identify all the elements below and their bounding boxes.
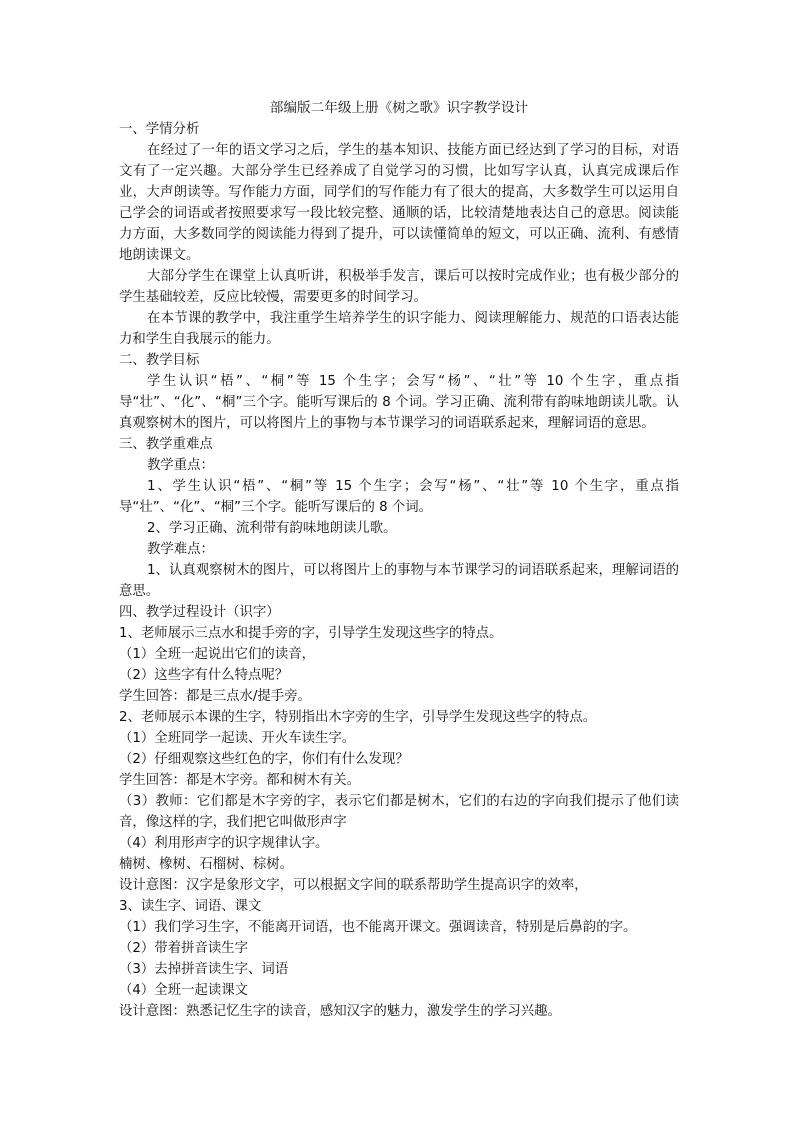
process-line: 学生回答：都是木字旁。都和树木有关。 bbox=[119, 773, 361, 788]
process-line: （3）去掉拼音读生字、词语 bbox=[119, 962, 289, 977]
process-line: 设计意图：汉字是象形文字，可以根据文字间的联系帮助学生提高识字的效率， bbox=[119, 878, 588, 893]
paragraph: 在经过了一年的语文学习之后，学生的基本知识、技能方面已经达到了学习的目标，对语文有了一定兴趣。大部分学生已经养成了自觉学习的习惯，比如写字认真，认真完成课后作业，大声朗读等。写作能力方面，同学们的写作能力有了很大的提高，大多数学生可以运用自己学会的词语或者按照要求写一段比较完整、通顺的话，比较清楚地表达自己的意思。阅读能力方面，大多数同学的阅读能力得到了提升，可以读懂简单的短文，可以正确、流利、有感情地朗读课文。 bbox=[119, 143, 679, 263]
process-line: （1）我们学习生字，不能离开词语，也不能离开课文。强调读音，特别是后鼻韵的字。 bbox=[119, 920, 637, 935]
process-line: 1、老师展示三点水和提手旁的字，引导学生发现这些字的特点。 bbox=[119, 626, 503, 641]
difficulty-label: 教学难点： bbox=[147, 542, 214, 557]
process-line: 楠树、橡树、石榴树、棕树。 bbox=[119, 857, 294, 872]
process-line: 设计意图：熟悉记忆生字的读音，感知汉字的魅力，激发学生的学习兴趣。 bbox=[119, 1004, 561, 1019]
process-line: 2、老师展示本课的生字，特别指出木字旁的生字，引导学生发现这些字的特点。 bbox=[119, 710, 597, 725]
paragraph: 2、学习正确、流利带有韵味地朗读儿歌。 bbox=[147, 521, 397, 536]
process-line: （1）全班同学一起读、开火车读生字。 bbox=[119, 731, 356, 746]
paragraph: 1、学生认识“梧”、“桐”等 15 个生字；会写“杨”、“壮”等 10 个生字，重点指导“壮”、“化”、“桐”三个字。能听写课后的 8 个词。 bbox=[119, 479, 679, 515]
process-line: （2）带着拼音读生字 bbox=[119, 941, 249, 956]
section-heading-process: 四、教学过程设计（识字） bbox=[119, 605, 280, 620]
process-line: 学生回答：都是三点水/提手旁。 bbox=[119, 689, 311, 704]
section-heading-focus: 三、教学重难点 bbox=[119, 437, 213, 452]
process-line: （4）全班一起读课文 bbox=[119, 983, 249, 998]
process-line: （3）教师：它们都是木字旁的字，表示它们都是树木，它们的右边的字向我们提示了他们读音，像这样的字，我们把它叫做形声字 bbox=[119, 794, 679, 830]
process-line: （4）利用形声字的识字规律认字。 bbox=[119, 836, 329, 851]
process-line: （2）仔细观察这些红色的字，你们有什么发现？ bbox=[119, 752, 409, 767]
process-line: （2）这些字有什么特点呢？ bbox=[119, 668, 289, 683]
document-title: 部编版二年级上册《树之歌》识字教学设计 bbox=[269, 100, 529, 116]
section-heading-goals: 二、教学目标 bbox=[119, 353, 200, 368]
paragraph: 1、认真观察树木的图片，可以将图片上的事物与本节课学习的词语联系起来，理解词语的意思。 bbox=[119, 563, 679, 599]
focus-label: 教学重点： bbox=[147, 458, 214, 473]
process-line: 3、读生字、词语、课文 bbox=[119, 899, 262, 914]
paragraph: 在本节课的教学中，我注重学生培养学生的识字能力、阅读理解能力、规范的口语表达能力和学生自我展示的能力。 bbox=[119, 311, 679, 347]
paragraph: 学生认识“梧”、“桐”等 15 个生字；会写“杨”、“壮”等 10 个生字，重点指导“壮”、“化”、“桐”三个字。能听写课后的 8 个词。学习正确、流利带有韵味地朗读儿歌。认真观察树木的图片，可以将图片上的事物与本节课学习的词语联系起来，理解词语的意思。 bbox=[119, 374, 679, 431]
paragraph: 大部分学生在课堂上认真听讲，积极举手发言，课后可以按时完成作业；也有极少部分的学生基础较差，反应比较慢，需要更多的时间学习。 bbox=[119, 269, 679, 305]
document-body bbox=[119, 98, 679, 1022]
process-line: （1）全班一起说出它们的读音， bbox=[119, 647, 315, 662]
section-heading-analysis: 一、学情分析 bbox=[119, 122, 200, 137]
